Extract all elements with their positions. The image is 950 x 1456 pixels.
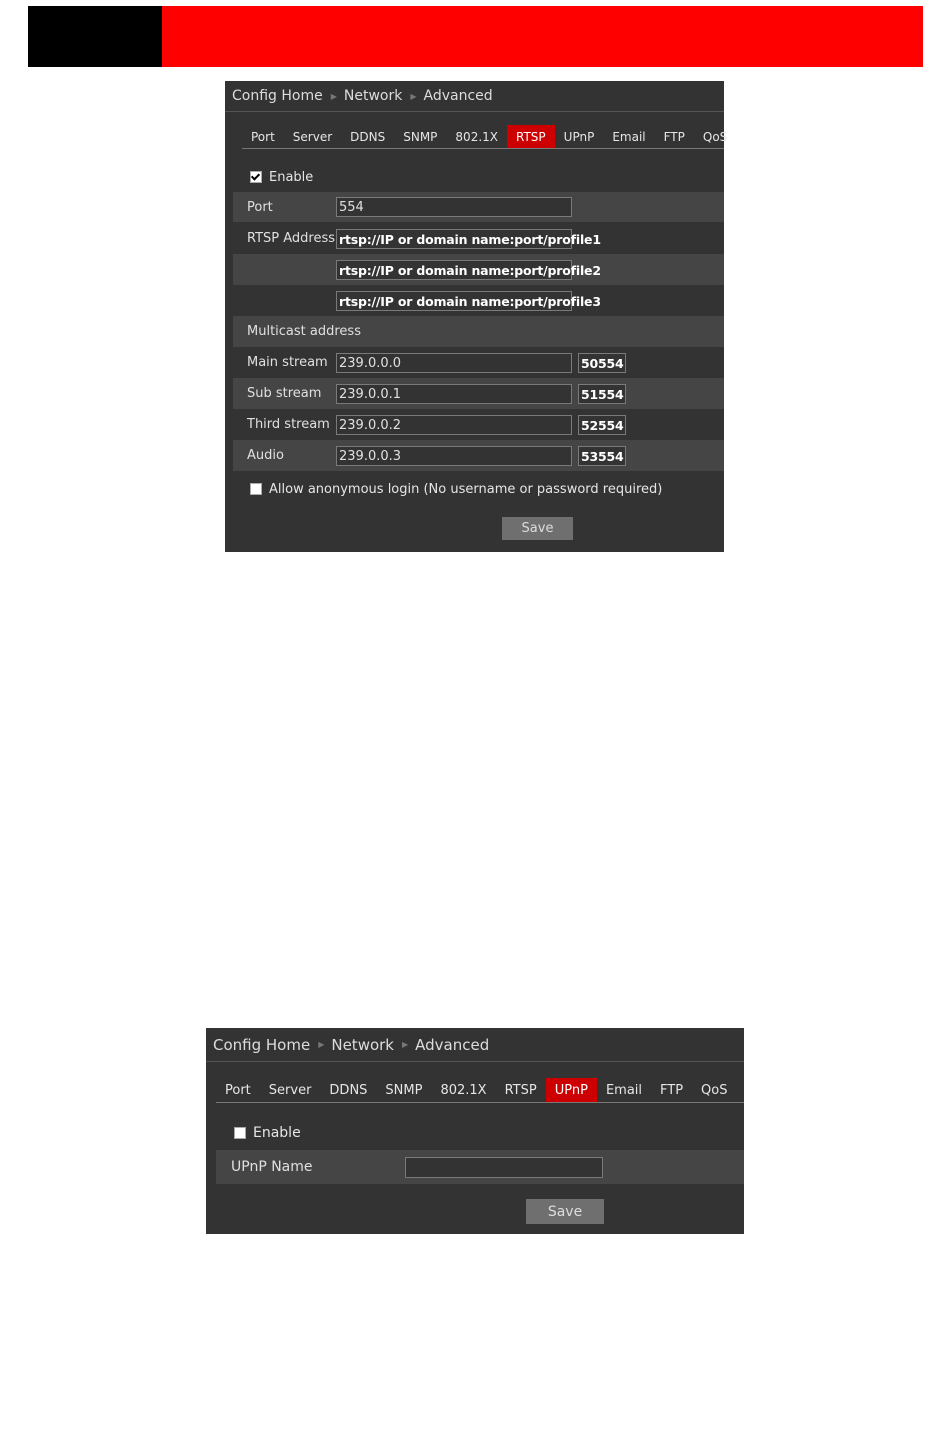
sub-stream-row bbox=[233, 378, 724, 409]
breadcrumb-config-home[interactable]: Config Home bbox=[232, 88, 323, 104]
tab-qos[interactable]: QoS bbox=[701, 1082, 728, 1098]
rtsp-address-row-3 bbox=[233, 285, 724, 316]
breadcrumb-arrow-icon: ▶ bbox=[318, 1040, 325, 1049]
breadcrumb-network[interactable]: Network bbox=[331, 1035, 394, 1054]
save-button[interactable]: Save bbox=[502, 517, 573, 540]
anonymous-login-row bbox=[233, 477, 724, 501]
breadcrumb-arrow-icon: ▶ bbox=[402, 1040, 409, 1049]
rtsp-config-panel bbox=[225, 81, 728, 552]
third-stream-address-input[interactable]: 239.0.0.2 bbox=[336, 415, 572, 435]
third-stream-label: Third stream bbox=[247, 417, 330, 432]
main-stream-row bbox=[233, 347, 724, 378]
breadcrumb bbox=[206, 1028, 744, 1062]
rtsp-address-label: RTSP Address bbox=[247, 231, 336, 246]
enable-checkbox[interactable] bbox=[250, 171, 262, 183]
breadcrumb-advanced: Advanced bbox=[415, 1035, 490, 1054]
tab-8021x[interactable]: 802.1X bbox=[440, 1082, 487, 1098]
tab-rtsp[interactable]: RTSP bbox=[504, 1082, 537, 1098]
tab-server[interactable]: Server bbox=[268, 1082, 312, 1098]
tab-rtsp[interactable]: RTSP bbox=[507, 125, 555, 148]
main-stream-label: Main stream bbox=[247, 355, 328, 370]
breadcrumb-arrow-icon: ▶ bbox=[330, 91, 337, 101]
breadcrumb-arrow-icon: ▶ bbox=[410, 91, 417, 101]
rtsp-address-row-1 bbox=[233, 223, 724, 254]
audio-port-input[interactable]: 53554 bbox=[578, 446, 626, 466]
port-label: Port bbox=[247, 199, 273, 215]
main-stream-port-input[interactable]: 50554 bbox=[578, 353, 626, 373]
upnp-name-input[interactable] bbox=[405, 1157, 603, 1178]
sub-stream-port-input[interactable]: 51554 bbox=[578, 384, 626, 404]
upnp-name-row bbox=[216, 1150, 744, 1184]
rtsp-address-field-3[interactable]: rtsp://IP or domain name:port/profile3 bbox=[336, 291, 572, 311]
upnp-enable-checkbox[interactable] bbox=[234, 1127, 246, 1139]
enable-row bbox=[233, 165, 724, 189]
tab-ftp[interactable]: FTP bbox=[663, 129, 685, 144]
tab-snmp[interactable]: SNMP bbox=[403, 129, 438, 144]
anonymous-login-label: Allow anonymous login (No username or password required) bbox=[269, 481, 663, 497]
multicast-header-row bbox=[233, 316, 724, 347]
tab-ddns[interactable]: DDNS bbox=[350, 129, 386, 144]
breadcrumb bbox=[225, 81, 724, 112]
anonymous-login-checkbox[interactable] bbox=[250, 483, 262, 495]
tab-upnp[interactable]: UPnP bbox=[546, 1078, 597, 1102]
upnp-enable-label: Enable bbox=[253, 1125, 301, 1141]
rtsp-address-row-2 bbox=[233, 254, 724, 285]
tab-port[interactable]: Port bbox=[251, 129, 275, 144]
tab-port[interactable]: Port bbox=[225, 1082, 251, 1098]
rtsp-address-field-2[interactable]: rtsp://IP or domain name:port/profile2 bbox=[336, 260, 572, 280]
audio-row bbox=[233, 440, 724, 471]
port-input[interactable]: 554 bbox=[336, 197, 572, 217]
tab-email[interactable]: Email bbox=[612, 129, 646, 144]
third-stream-port-input[interactable]: 52554 bbox=[578, 415, 626, 435]
tab-email[interactable]: Email bbox=[605, 1082, 643, 1098]
breadcrumb-config-home[interactable]: Config Home bbox=[213, 1035, 311, 1054]
tab-ddns[interactable]: DDNS bbox=[329, 1082, 368, 1098]
breadcrumb-network[interactable]: Network bbox=[343, 88, 403, 104]
tab-8021x[interactable]: 802.1X bbox=[455, 129, 498, 144]
tab-bar bbox=[242, 125, 728, 149]
header-red-bar bbox=[162, 6, 923, 67]
main-stream-address-input[interactable]: 239.0.0.0 bbox=[336, 353, 572, 373]
tab-upnp[interactable]: UPnP bbox=[563, 129, 595, 144]
tab-bar bbox=[216, 1078, 744, 1103]
third-stream-row bbox=[233, 409, 724, 440]
breadcrumb-advanced: Advanced bbox=[423, 88, 493, 104]
sub-stream-label: Sub stream bbox=[247, 386, 322, 401]
header-black-block bbox=[28, 6, 162, 67]
enable-label: Enable bbox=[269, 169, 314, 185]
tab-server[interactable]: Server bbox=[292, 129, 333, 144]
sub-stream-address-input[interactable]: 239.0.0.1 bbox=[336, 384, 572, 404]
tab-qos[interactable]: QoS bbox=[702, 129, 728, 144]
rtsp-address-field-1[interactable]: rtsp://IP or domain name:port/profile1 bbox=[336, 229, 572, 249]
save-button[interactable]: Save bbox=[526, 1199, 604, 1224]
upnp-config-panel bbox=[206, 1028, 744, 1234]
tab-ftp[interactable]: FTP bbox=[660, 1082, 684, 1098]
upnp-name-label: UPnP Name bbox=[231, 1159, 313, 1175]
tab-snmp[interactable]: SNMP bbox=[385, 1082, 423, 1098]
audio-address-input[interactable]: 239.0.0.3 bbox=[336, 446, 572, 466]
enable-row bbox=[216, 1121, 744, 1145]
port-row bbox=[233, 192, 724, 222]
multicast-label: Multicast address bbox=[247, 324, 361, 339]
audio-label: Audio bbox=[247, 448, 284, 463]
